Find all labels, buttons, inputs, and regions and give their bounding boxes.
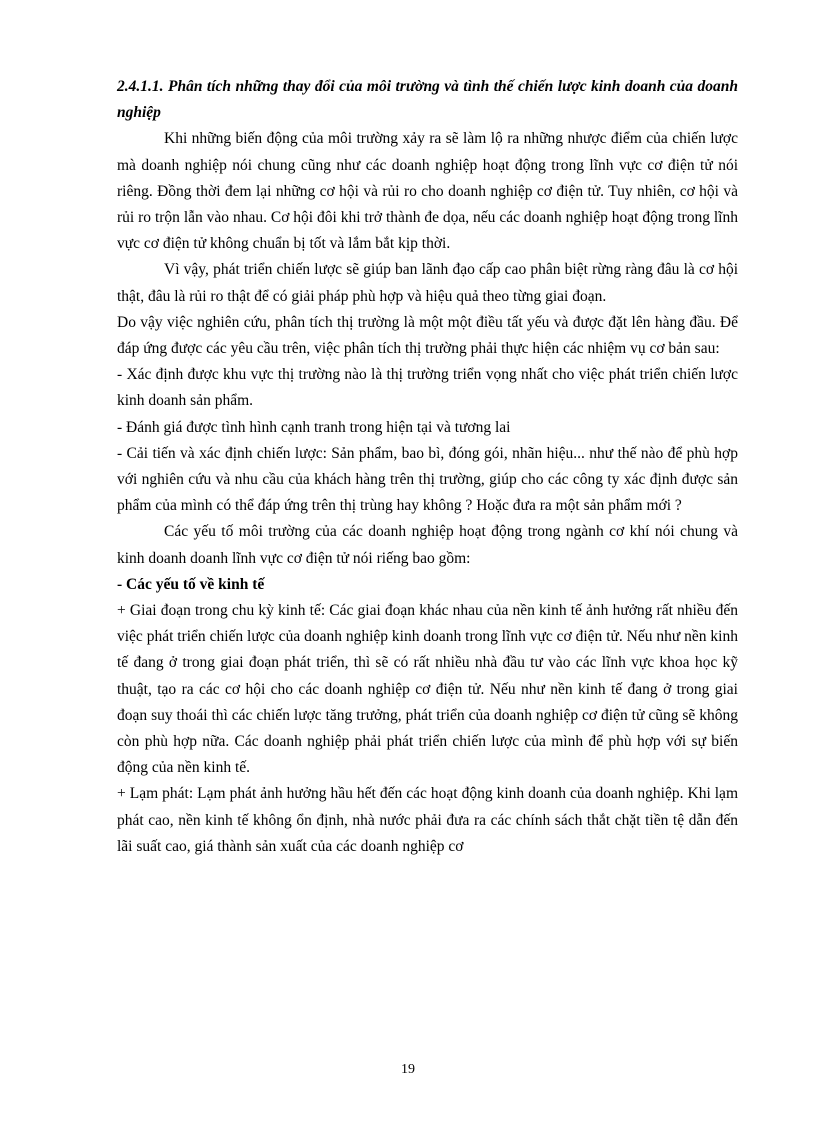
list-item-competition: - Đánh giá được tình hình cạnh tranh trong hiện tại và tương lai: [117, 418, 511, 436]
page-content: [117, 74, 738, 860]
list-item-market-area: - Xác định được khu vực thị trường nào là thị trường triển vọng nhất cho việc phát triển chiến lược kinh doanh sản phẩm.: [117, 366, 738, 410]
paragraph-strategy: Vì vậy, phát triển chiến lược sẽ giúp ban lãnh đạo cấp cao phân biệt rừng ràng đâu là cơ hội thật, đâu là rủi ro thật để có giải pháp phù hợp và hiệu quả theo từng giai đoạn.: [117, 261, 738, 305]
section-heading: 2.4.1.1. Phân tích những thay đổi của môi trường và tình thế chiến lược kinh doanh của doanh nghiệp: [117, 78, 738, 122]
paragraph-inflation: + Lạm phát: Lạm phát ảnh hưởng hầu hết đến các hoạt động kinh doanh của doanh nghiệp. Khi lạm phát cao, nền kinh tế không ổn định, nhà nước phải đưa ra các chính sách thắt chặt tiền tệ dẫn đến lãi suất cao, giá thành sản xuất của các doanh nghiệp cơ: [117, 785, 738, 855]
list-item-improvement: - Cải tiến và xác định chiến lược: Sản phẩm, bao bì, đóng gói, nhãn hiệu... như thế nào để phù hợp với nghiên cứu và nhu cầu của khách hàng trên thị trường, giúp cho các công ty xác định được sản phẩm của mình có thể đáp ứng trên thị trùng hay không ? Hoặc đưa ra một sản phẩm mới ?: [117, 444, 738, 515]
paragraph-economic-cycle: + Giai đoạn trong chu kỳ kinh tế: Các giai đoạn khác nhau của nền kinh tế ảnh hưởng rất nhiều đến việc phát triển chiến lược của doanh nghiệp kinh doanh trong lĩnh vực cơ điện tử. Nếu như nền kinh tế đang ở trong giai đoạn phát triển, thì sẽ có rất nhiều nhà đầu tư vào các lĩnh vực khoa học kỹ thuật, tạo ra các cơ hội cho các doanh nghiệp cơ điện tử. Nếu như nền kinh tế đang ở trong giai đoạn suy thoái thì các chiến lược tăng trưởng, phát triển của doanh nghiệp cơ điện tử cũng sẽ không còn phù hợp nữa. Các doanh nghiệp phải phát triển chiến lược của mình để phù hợp với sự biến động của nền kinh tế.: [117, 602, 738, 777]
paragraph-market-research: Do vậy việc nghiên cứu, phân tích thị trường là một một điều tất yếu và được đặt lên hàng đầu. Để đáp ứng được các yêu cầu trên, việc phân tích thị trường phải thực hiện các nhiệm vụ cơ bản sau:: [117, 313, 738, 358]
paragraph-intro: Khi những biến động của môi trường xảy ra sẽ làm lộ ra những nhược điểm của chiến lược mà doanh nghiệp nói chung cũng như các doanh nghiệp hoạt động trong lĩnh vực cơ điện tử nói riêng. Đồng thời đem lại những cơ hội và rủi ro cho doanh nghiệp cơ điện tử. Tuy nhiên, cơ hội và rủi ro trộn lẫn vào nhau. Cơ hội đôi khi trở thành đe dọa, nếu các doanh nghiệp hoạt động trong lĩnh vực cơ điện tử không chuẩn bị tốt và lắm bắt kịp thời.: [117, 130, 738, 253]
page-number: 19: [401, 1062, 415, 1077]
paragraph-environment-factors: Các yếu tố môi trường của các doanh nghiệp hoạt động trong ngành cơ khí nói chung và kinh doanh doanh lĩnh vực cơ điện tử nói riếng bao gồm:: [117, 523, 738, 567]
subheading-economic-factors: - Các yếu tố về kinh tế: [117, 575, 265, 593]
